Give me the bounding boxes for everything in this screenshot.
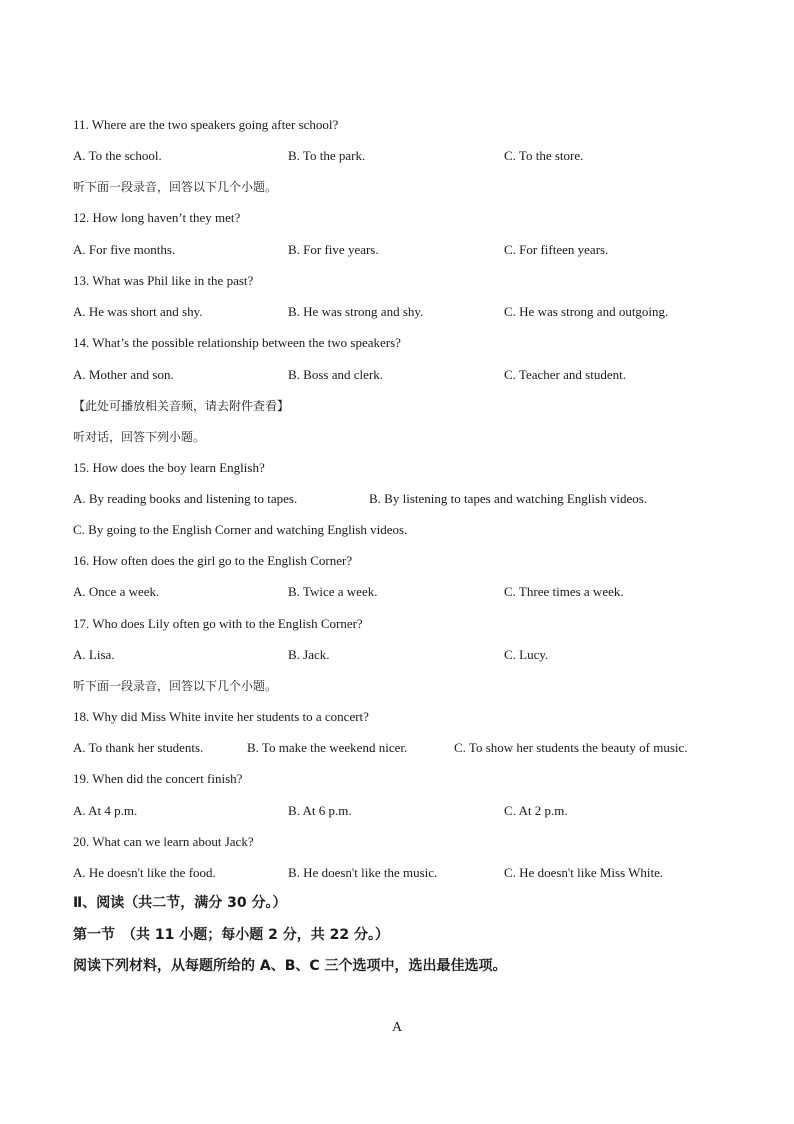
q20-option-a: A. He doesn't like the food.	[73, 865, 216, 880]
q11-option-a: A. To the school.	[73, 148, 162, 163]
q15-option-b: B. By listening to tapes and watching English videos.	[369, 491, 648, 506]
listening-instruction: 听对话，回答下列小题。	[73, 430, 206, 444]
q12-option-b: B. For five years.	[288, 242, 379, 257]
question-12: 12. How long haven’t they met?	[73, 210, 241, 225]
passage-label: A	[391, 1020, 403, 1035]
q11-option-b: B. To the park.	[288, 148, 366, 163]
question-20: 20. What can we learn about Jack?	[73, 834, 254, 849]
q15-option-a: A. By reading books and listening to tapes.	[73, 491, 298, 506]
part-title: 第一节 （共 11 小题；每小题 2 分，共 22 分。）	[73, 927, 389, 943]
q12-option-a: A. For five months.	[73, 242, 176, 257]
question-13: 13. What was Phil like in the past?	[73, 273, 254, 288]
q16-option-b: B. Twice a week.	[288, 584, 378, 599]
q15-option-c: C. By going to the English Corner and watching English videos.	[73, 522, 408, 537]
question-18: 18. Why did Miss White invite her students to a concert?	[73, 709, 369, 724]
q19-option-a: A. At 4 p.m.	[73, 803, 138, 818]
question-19: 19. When did the concert finish?	[73, 771, 243, 786]
q14-option-b: B. Boss and clerk.	[288, 367, 383, 382]
question-17: 17. Who does Lily often go with to the English Corner?	[73, 616, 363, 631]
q19-option-b: B. At 6 p.m.	[288, 803, 352, 818]
audio-note: 【此处可播放相关音频，请去附件查看】	[73, 399, 290, 413]
listening-instruction: 听下面一段录音，回答以下几个小题。	[73, 180, 278, 194]
question-14: 14. What’s the possible relationship between the two speakers?	[73, 335, 401, 350]
listening-instruction: 听下面一段录音，回答以下几个小题。	[73, 679, 278, 693]
q18-option-b: B. To make the weekend nicer.	[247, 740, 408, 755]
q18-option-a: A. To thank her students.	[73, 740, 204, 755]
question-11: 11. Where are the two speakers going after school?	[73, 117, 339, 132]
q20-option-c: C. He doesn't like Miss White.	[504, 865, 664, 880]
q20-option-b: B. He doesn't like the music.	[288, 865, 438, 880]
q19-option-c: C. At 2 p.m.	[504, 803, 568, 818]
q12-option-c: C. For fifteen years.	[504, 242, 609, 257]
q13-option-c: C. He was strong and outgoing.	[504, 304, 669, 319]
q16-option-c: C. Three times a week.	[504, 584, 624, 599]
q13-option-a: A. He was short and shy.	[73, 304, 203, 319]
reading-instruction: 阅读下列材料，从每题所给的 A、B、C 三个选项中，选出最佳选项。	[73, 958, 507, 974]
q18-option-c: C. To show her students the beauty of music.	[454, 740, 688, 755]
q16-option-a: A. Once a week.	[73, 584, 160, 599]
section-title: Ⅱ、阅读（共二节，满分 30 分。）	[73, 895, 287, 911]
q17-option-a: A. Lisa.	[73, 647, 115, 662]
q17-option-b: B. Jack.	[288, 647, 330, 662]
question-16: 16. How often does the girl go to the English Corner?	[73, 553, 353, 568]
q11-option-c: C. To the store.	[504, 148, 584, 163]
q17-option-c: C. Lucy.	[504, 647, 549, 662]
question-15: 15. How does the boy learn English?	[73, 460, 265, 475]
q14-option-a: A. Mother and son.	[73, 367, 174, 382]
q14-option-c: C. Teacher and student.	[504, 367, 626, 382]
q13-option-b: B. He was strong and shy.	[288, 304, 424, 319]
